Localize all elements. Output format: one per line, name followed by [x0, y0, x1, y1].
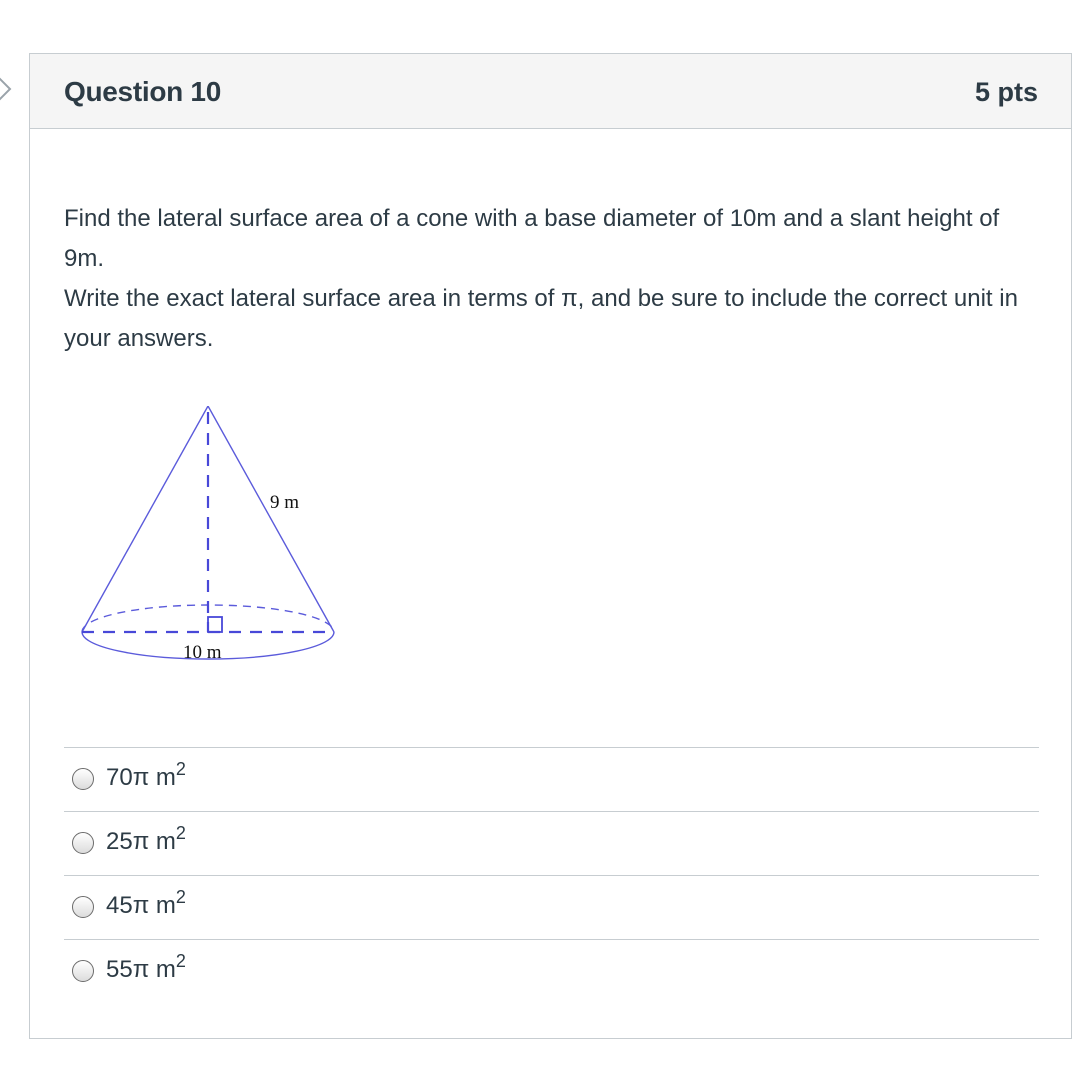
question-header: [30, 54, 1071, 129]
answer-option-4[interactable]: [64, 939, 1039, 1003]
answer-list: [64, 747, 1039, 1003]
radio-unselected-icon[interactable]: [72, 832, 94, 854]
answer-label[interactable]: 45π $m^2$: [106, 887, 186, 919]
slant-label: 9 m: [270, 492, 300, 513]
diameter-label: 10 m: [183, 642, 222, 663]
chevron-right-icon[interactable]: [0, 74, 18, 104]
question-card: [29, 53, 1072, 1039]
question-text-line-2: Write the exact lateral surface area in terms of π, and be sure to include the correct unit in your answers.: [64, 285, 1018, 352]
question-points: 5 pts: [974, 77, 1038, 107]
cone-diagram: [76, 406, 346, 671]
cone-right-slant: [208, 406, 334, 632]
right-angle-marker: [208, 617, 222, 632]
answer-option-1[interactable]: [64, 747, 1039, 811]
cone-left-slant: [82, 406, 208, 632]
radio-unselected-icon[interactable]: [72, 960, 94, 982]
answer-label[interactable]: 70π $m^2$: [106, 759, 186, 791]
answer-label[interactable]: 25π $m^2$: [106, 823, 186, 855]
radio-unselected-icon[interactable]: [72, 768, 94, 790]
answer-option-3[interactable]: [64, 875, 1039, 939]
radio-unselected-icon[interactable]: [72, 896, 94, 918]
question-text: [64, 199, 1044, 359]
question-title: Question 10: [64, 76, 221, 107]
answer-option-2[interactable]: [64, 811, 1039, 875]
question-text-line-1: Find the lateral surface area of a cone with a base diameter of 10m and a slant height of 9m.: [64, 205, 1000, 272]
answer-label[interactable]: 55π $m^2$: [106, 951, 186, 983]
